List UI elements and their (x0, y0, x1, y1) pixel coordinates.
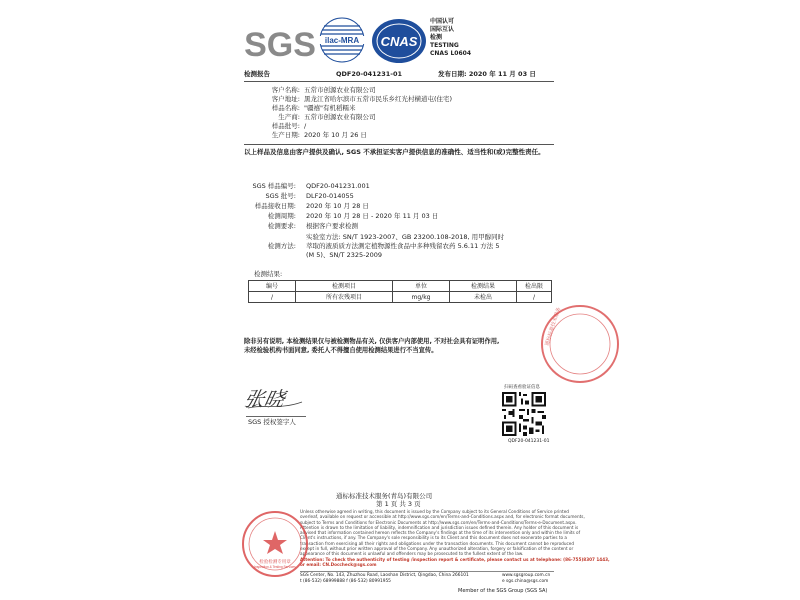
notes-line: 未经检验机构书面同意, 委托人不得擅自使用检测结果进行不当宣传。 (244, 347, 438, 354)
qr-caption-bottom: QDF20-041231-01 (508, 439, 550, 444)
accred-line: 检测 (430, 34, 443, 41)
fine-line: appearance of this document is unlawful and offenders may be prosecuted to the fullest extent of the law. (300, 551, 524, 557)
accred-line: 中国认可 (430, 18, 455, 25)
cnas-logo (370, 16, 428, 66)
detail-value: 2020 年 10 月 28 日 (306, 202, 369, 210)
footer-email[interactable]: e sgs.china@sgs.com (502, 579, 549, 584)
fine-print (300, 509, 610, 567)
detail-value: 2020 年 10 月 28 日 - 2020 年 11 月 03 日 (306, 212, 439, 220)
fine-line: overleaf, available on request or accessible at http://www.sgs.com/en/Terms-and-Conditions.aspx and, for electronic format documents, (300, 514, 585, 520)
detail-row (240, 202, 560, 211)
authenticity-note: Attention: To check the authenticity of testing /inspection report & certificate, please contact us at telephone: (86-755)8307 1443, (300, 556, 610, 562)
table-header-row (249, 281, 552, 292)
footer-member: Member of the SGS Group (SGS SA) (458, 588, 548, 594)
client-disclaimer: 以上样品及信息由客户提供及确认, SGS 不承担证实客户提供信息的准确性、适当性和(或)完整性责任。 (244, 148, 545, 156)
sgs-logo (244, 20, 316, 64)
table-cell: mg/kg (393, 292, 450, 303)
client-row (240, 122, 560, 131)
client-label: 样品批号: (271, 122, 300, 130)
detail-row (240, 182, 560, 191)
divider (244, 81, 554, 82)
method-line: 萃取的液质质方法测定植物源性食品中多种残留农药 5.6.11 方法 5 (306, 242, 500, 250)
detail-value: 根据客户要求检测 (306, 222, 358, 230)
table-row (249, 292, 552, 303)
client-label: 生产商: (278, 113, 300, 121)
accred-line: 国际互认 (430, 26, 455, 33)
signature-image (241, 382, 306, 412)
divider (244, 144, 554, 145)
results-label: 检测结果: (254, 270, 283, 278)
detail-label: 检测要求: (267, 222, 296, 230)
client-row (240, 104, 560, 113)
detail-label: 样品接收日期: (254, 202, 296, 210)
ilac-text: ilac-MRA (324, 36, 360, 45)
client-value: "疆禧"有机稻糯米 (304, 104, 356, 112)
client-row (240, 131, 560, 140)
fine-line: Attention is drawn to the limitation of liability, indemnification and jurisdiction issues defined therein. Any holder of this document is (300, 524, 579, 530)
stamp-right-text: 通标标准技术服务 (544, 306, 563, 347)
footer-divider (300, 571, 554, 572)
detail-row (240, 222, 560, 231)
detail-row (240, 212, 560, 221)
table-header: 检出限 (517, 281, 552, 292)
detail-label: SGS 批号: (265, 192, 296, 200)
signature-line (246, 416, 306, 417)
client-label: 样品名称: (271, 104, 300, 112)
qr-code[interactable] (502, 392, 546, 436)
client-label: 生产日期: (271, 131, 300, 139)
stamp-bottom-en: Inspection & Testing Services (254, 565, 296, 569)
method-line: (M 5)、SN/T 2325-2009 (306, 251, 383, 259)
fine-line: transaction from exercising all their rights and obligations under the transaction documents. This document cannot be reproduced (300, 540, 575, 546)
report-title: 检测报告 (244, 70, 270, 78)
table-cell: / (517, 292, 552, 303)
client-value: 五常市创源农业有限公司 (304, 86, 376, 94)
accreditation-block (430, 18, 510, 58)
qr-caption-top: 扫码查看验证信息 (504, 385, 540, 390)
footer-page: 第 1 页 共 3 页 (376, 500, 421, 508)
report-page (240, 4, 610, 596)
table-cell: 所有农残项目 (296, 292, 393, 303)
ilac-mra-logo (316, 16, 368, 66)
client-value: 五常市创源农业有限公司 (304, 113, 376, 121)
table-header: 检测项目 (296, 281, 393, 292)
detail-row (240, 192, 560, 201)
sgs-logo-text: SGS (244, 26, 316, 64)
fine-line: Unless otherwise agreed in writing, this document is issued by the Company subject to its General Conditions of Service printed (300, 509, 569, 514)
fine-line: advised that information contained hereon reflects the Company's findings at the time of its intervention only and within the limits of (300, 530, 581, 536)
footer-address: SGS Center, No. 143, Zhuzhou Road, Laoshan District, Qingdao, China 266101 (300, 573, 469, 578)
footer-company: 通标标准技术服务(青岛)有限公司 (336, 492, 433, 500)
footer-web[interactable]: www.sgsgroup.com.cn (502, 573, 551, 578)
table-header: 编号 (249, 281, 296, 292)
fine-line: Client's instructions, if any. The Company's sole responsibility is to its Client and this document does not exonerate parties to a (300, 535, 567, 541)
client-value: 黑龙江省哈尔滨市五常市民乐乡红光村横道屯(住宅) (304, 95, 453, 103)
method-line: 实验室方法: SN/T 1923-2007、GB 23200.108-2018, 用甲醇同时 (306, 233, 505, 241)
client-row (240, 113, 560, 122)
signatory-title: SGS 授权签字人 (248, 418, 296, 426)
seal-stamp-bottom (240, 509, 310, 579)
detail-label: 检测周期: (267, 212, 296, 220)
fine-line: except in full, without prior written approval of the Company. Any unauthorized alteration, forgery or falsification of the content or (300, 546, 574, 552)
detail-value: QDF20-041231.001 (306, 182, 370, 190)
footer-phone: t (86-532) 68999888 f (86-532) 80991955 (300, 579, 391, 584)
report-number: QDF20-041231-01 (336, 70, 402, 78)
client-row (240, 86, 560, 95)
client-row (240, 95, 560, 104)
notes-line: 除非另有说明, 本检测结果仅与被检测物品有关, 仅供客户内部使用, 不对社会具有证明作用, (244, 338, 500, 345)
stamp-bottom-text: 检验检测专用章 (259, 560, 291, 565)
seal-stamp-right (540, 294, 590, 394)
client-value: / (304, 122, 307, 130)
client-label: 客户地址: (271, 95, 300, 103)
client-label: 客户名称: (271, 86, 300, 94)
table-header: 单位 (393, 281, 450, 292)
table-header: 检测结果 (450, 281, 517, 292)
table-cell: 未检出 (450, 292, 517, 303)
client-value: 2020 年 10 月 26 日 (304, 131, 367, 139)
accred-line: TESTING (430, 42, 459, 49)
signature-art: 张晓 (241, 387, 287, 411)
fine-line: subject to Terms and Conditions for Electronic Documents at http://www.sgs.com/en/Terms-and-Conditions/Terms-e-Document.aspx. (300, 519, 577, 525)
authenticity-note: or email: CN.Doccheck@sgs.com (300, 561, 377, 567)
issue-date: 发布日期: 2020 年 11 月 03 日 (438, 70, 536, 78)
detail-value: DLF20-014055 (306, 192, 354, 200)
detail-label: SGS 样品编号: (252, 182, 296, 190)
results-table (248, 280, 552, 303)
cnas-text: CNAS (380, 34, 418, 49)
table-cell: / (249, 292, 296, 303)
detail-label: 检测方法: (267, 242, 296, 250)
accred-line: CNAS L0604 (430, 50, 472, 57)
